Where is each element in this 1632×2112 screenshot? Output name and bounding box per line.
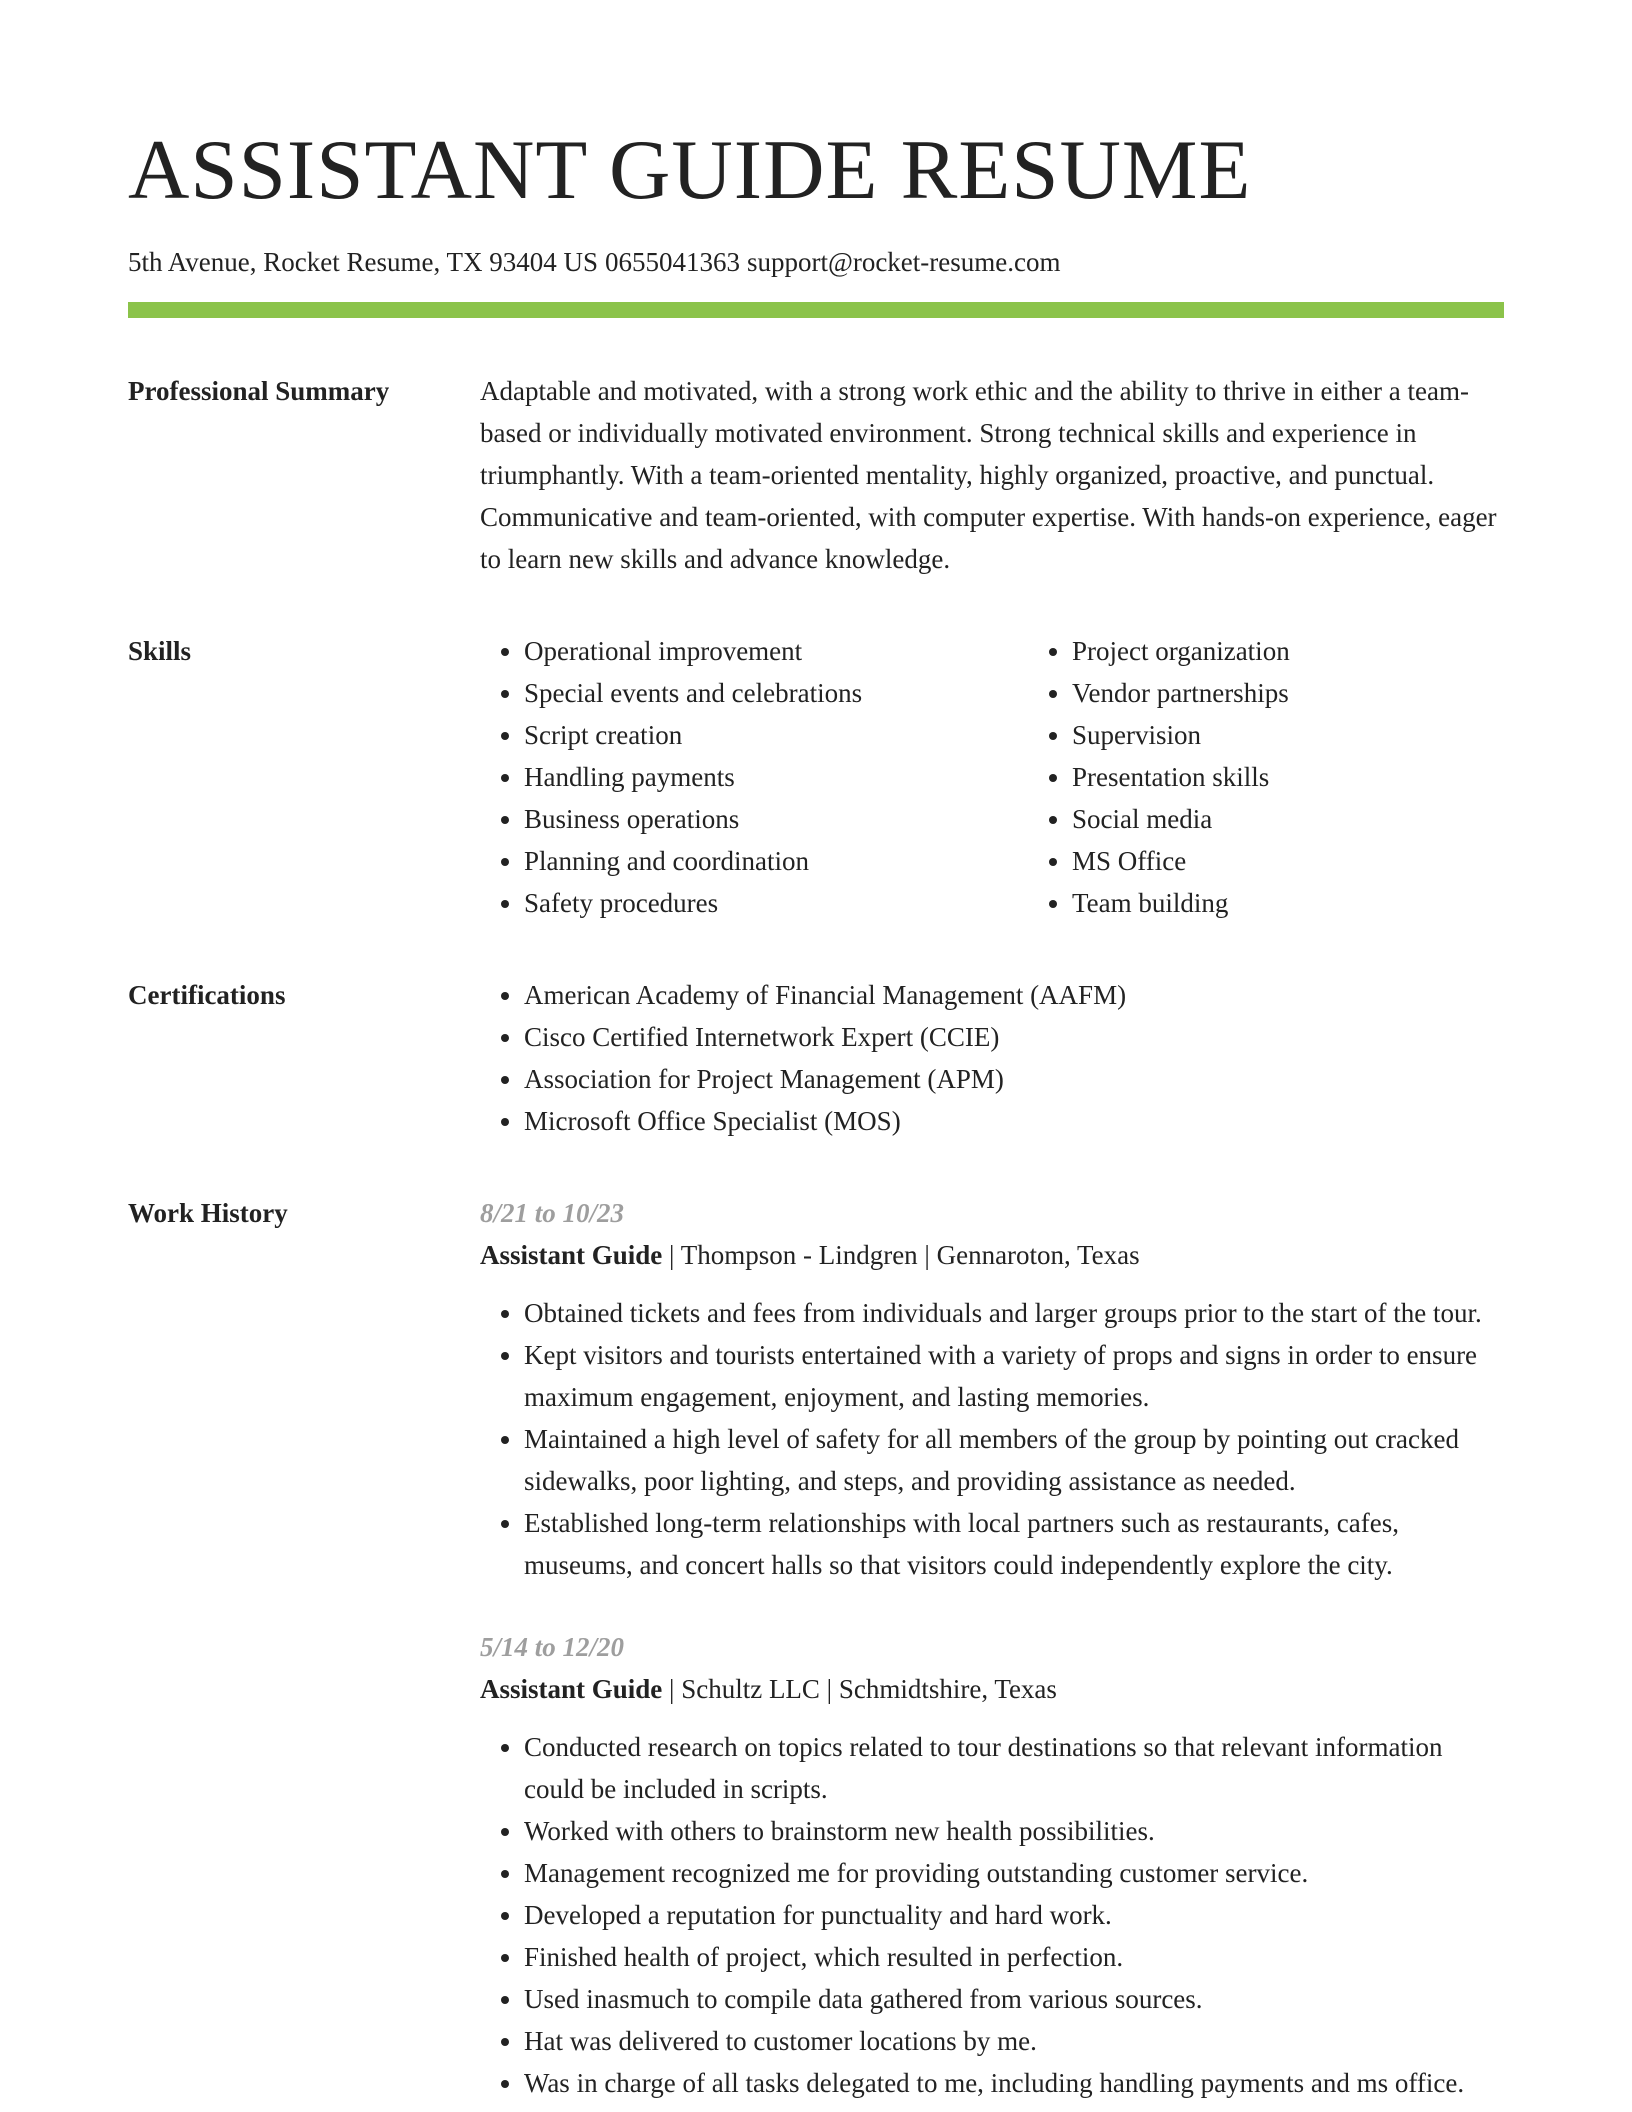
skills-section xyxy=(128,630,1504,924)
skill-item: • MS Office xyxy=(1072,840,1576,882)
job-dates: 5/14 to 12/20 xyxy=(480,1632,625,1662)
skill-item: • Presentation skills xyxy=(1072,756,1576,798)
certifications-list xyxy=(480,974,1504,1142)
section-label-work-history: Work History xyxy=(128,1198,288,1228)
section-label-skills: Skills xyxy=(128,636,192,666)
job-bullets xyxy=(480,1292,1504,1586)
job-bullet: • Used inasmuch to compile data gathered from various sources. xyxy=(524,1978,1504,2020)
job-bullet: • Established long-term relationships with local partners such as restaurants, cafes, museums, and concert halls so that visitors could independently explore the city. xyxy=(524,1502,1504,1586)
job-bullet: • Maintained a high level of safety for all members of the group by pointing out cracked sidewalks, poor lighting, and steps, and providing assistance as needed. xyxy=(524,1418,1504,1502)
job-bullet: • Conducted research on topics related to tour destinations so that relevant information could be included in scripts. xyxy=(524,1726,1504,1810)
job-bullet: • Finished health of project, which resulted in perfection. xyxy=(524,1936,1504,1978)
skill-item: • Business operations xyxy=(524,798,1028,840)
skill-item: • Script creation xyxy=(524,714,1028,756)
section-label-summary: Professional Summary xyxy=(128,376,390,406)
contact-line xyxy=(128,244,1504,280)
skill-item: • Planning and coordination xyxy=(524,840,1028,882)
skill-item: • Operational improvement xyxy=(524,630,1028,672)
job-details: | Thompson - Lindgren | Gennaroton, Texas xyxy=(662,1240,1140,1270)
skill-item: • Special events and celebrations xyxy=(524,672,1028,714)
certification-item: • Association for Project Management (APM) xyxy=(524,1058,1504,1100)
job-title: Assistant Guide xyxy=(480,1240,663,1270)
certification-item: • Cisco Certified Internetwork Expert (CCIE) xyxy=(524,1016,1504,1058)
job-title-line xyxy=(480,1234,1504,1276)
job-bullet: • Developed a reputation for punctuality and hard work. xyxy=(524,1894,1504,1936)
job-bullet: • Was in charge of all tasks delegated to me, including handling payments and ms office. xyxy=(524,2062,1504,2104)
job-entry xyxy=(480,1626,1504,2104)
job-bullet: • Hat was delivered to customer locations by me. xyxy=(524,2020,1504,2062)
job-dates: 8/21 to 10/23 xyxy=(480,1198,625,1228)
contact-email: support@rocket-resume.com xyxy=(746,247,1061,277)
job-bullets xyxy=(480,1726,1504,2104)
summary-section xyxy=(128,370,1504,580)
job-bullet: • Obtained tickets and fees from individuals and larger groups prior to the start of the tour. xyxy=(524,1292,1504,1334)
certification-item: • American Academy of Financial Management (AAFM) xyxy=(524,974,1504,1016)
skill-item: • Team building xyxy=(1072,882,1576,924)
certification-item: • Microsoft Office Specialist (MOS) xyxy=(524,1100,1504,1142)
contact-address: 5th Avenue, Rocket Resume, TX 93404 US xyxy=(128,247,598,277)
job-title: Assistant Guide xyxy=(480,1674,663,1704)
summary-text: Adaptable and motivated, with a strong work ethic and the ability to thrive in either a team-based or individually motivated environment. Strong technical skills and experience in triumphantly. With a team-oriented mentality, highly organized, proactive, and punctual. Communicative and team-oriented, with computer expertise. With hands-on experience, eager to learn new skills and advance knowledge. xyxy=(480,376,1497,574)
job-details: | Schultz LLC | Schmidtshire, Texas xyxy=(662,1674,1057,1704)
skill-item: • Project organization xyxy=(1072,630,1576,672)
job-title-line xyxy=(480,1668,1504,1710)
skill-item: • Safety procedures xyxy=(524,882,1028,924)
skills-list-col1 xyxy=(480,630,1028,924)
skill-item: • Vendor partnerships xyxy=(1072,672,1576,714)
skill-item: • Handling payments xyxy=(524,756,1028,798)
certifications-section xyxy=(128,974,1504,1142)
resume-title: ASSISTANT GUIDE RESUME xyxy=(128,123,1252,217)
skills-list-col2 xyxy=(1028,630,1576,924)
work-history-section xyxy=(128,1192,1504,2104)
job-entry xyxy=(480,1192,1504,1586)
job-bullet: • Management recognized me for providing outstanding customer service. xyxy=(524,1852,1504,1894)
contact-phone: 0655041363 xyxy=(604,247,740,277)
section-label-certifications: Certifications xyxy=(128,980,286,1010)
skill-item: • Social media xyxy=(1072,798,1576,840)
accent-rule xyxy=(128,302,1504,318)
skill-item: • Supervision xyxy=(1072,714,1576,756)
job-bullet: • Worked with others to brainstorm new health possibilities. xyxy=(524,1810,1504,1852)
job-bullet: • Kept visitors and tourists entertained with a variety of props and signs in order to ensure maximum engagement, enjoyment, and lasting memories. xyxy=(524,1334,1504,1418)
